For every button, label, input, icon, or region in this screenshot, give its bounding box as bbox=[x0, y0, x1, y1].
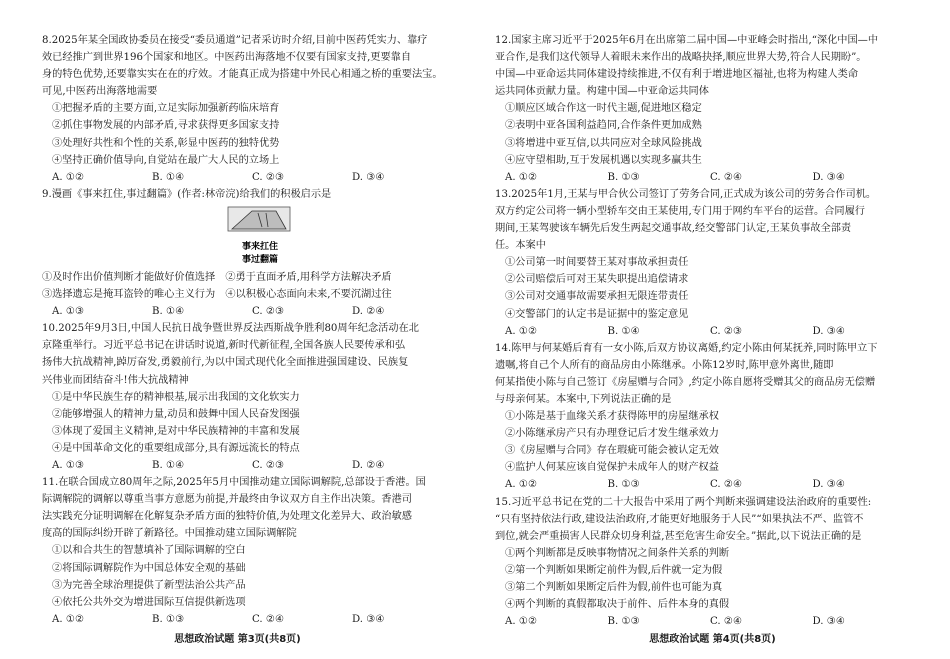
question-stem-line: 与母亲何某。本案中,下列说法正确的是 bbox=[495, 393, 672, 405]
choice-b: B. ①③ bbox=[607, 616, 640, 628]
question-stem-line: 运共同体贡献力量。构建中国—中亚命运共同体 bbox=[495, 86, 709, 98]
question-stem-line: 兴伟业而团结奋斗!伟大抗战精神 bbox=[42, 374, 189, 386]
question-stem-line: 12.国家主席习近平于2025年6月在出席第二届中国—中亚峰会时指出,“深化中国—中 bbox=[495, 35, 879, 46]
statement: ①顺应区域合作这一时代主题,促进地区稳定 bbox=[505, 103, 702, 115]
statement: ①两个判断都是反映事物情况之间条件关系的判断 bbox=[505, 547, 730, 559]
statement: ④应守望相助,互于发展机遇以实现多赢共生 bbox=[505, 154, 702, 166]
statement: ②小陈继承房产只有办理登记后才发生继承效力 bbox=[505, 428, 719, 440]
question-11 bbox=[42, 474, 452, 628]
statement: ①小陈是基于血缘关系才获得陈甲的房屋继承权 bbox=[505, 411, 719, 423]
choice-d: D. ②④ bbox=[352, 306, 385, 318]
statement: ④依托公共外交为增进国际互信提供新选项 bbox=[52, 596, 246, 608]
choice-c: C. ②④ bbox=[710, 616, 743, 628]
answer-choices bbox=[42, 303, 452, 320]
question-stem-line: 京隆重举行。习近平总书记在讲话时说道,新时代新征程,全国各族人民要传承和弘 bbox=[42, 340, 406, 352]
choice-b: B. ①④ bbox=[152, 459, 185, 471]
choice-d: D. ③④ bbox=[352, 613, 385, 625]
question-stem-line: 际调解院的调解以尊重当事方意愿为前提,并最终由争议双方自主作出决策。香港司 bbox=[42, 494, 412, 506]
choice-d: D. ③④ bbox=[352, 171, 385, 183]
question-stem-line: 亚合作,是我们这代领导人着眼未来作出的战略抉择,顺应世界大势,符合人民期盼”。 bbox=[495, 52, 867, 64]
page-footer: 思想政治试题 第3页(共8页) bbox=[174, 634, 301, 645]
choice-b: B. ①③ bbox=[152, 613, 185, 625]
page-footer: 思想政治试题 第4页(共8页) bbox=[649, 634, 776, 645]
choice-c: C. ②③ bbox=[252, 459, 285, 471]
statement: ③体现了爱国主义精神,是对中华民族精神的丰富和发展 bbox=[52, 425, 300, 437]
choice-d: D. ③④ bbox=[812, 479, 846, 491]
statement: ③选择遗忘是掩耳盗铃的唯心主义行为 ④以积极心态面向未来,不要沉湖过往 bbox=[42, 289, 392, 301]
question-stem-line: 8.2025年某全国政协委员在接受“委员通道”记者采访时介绍,目前中医药凭实力、靠疗 bbox=[42, 35, 428, 46]
statement: ①及时作出价值判断才能做好价值选择 ②勇于直面矛盾,用科学方法解决矛盾 bbox=[42, 271, 392, 283]
choice-c: C. ②③ bbox=[252, 171, 285, 183]
exam-page-4 bbox=[475, 0, 950, 659]
statement: ④是中国革命文化的重要组成部分,具有源远流长的特点 bbox=[52, 442, 300, 454]
choice-d: D. ③④ bbox=[812, 325, 846, 337]
choice-a: A. ①② bbox=[52, 613, 85, 625]
statement: ④两个判断的真假都取决于前件、后件本身的真假 bbox=[505, 599, 730, 611]
statement: ③将增进中亚互信,以共同应对全球风险挑战 bbox=[505, 137, 702, 149]
choice-c: C. ②④ bbox=[252, 613, 285, 625]
page-3-column bbox=[42, 32, 452, 628]
question-stem-line: 13.2025年1月,王某与甲合伙公司签订了劳务合同,正式成为该公司的劳务合作司机。 bbox=[495, 188, 877, 200]
question-stem-line: 可见,中医药出海落地需要 bbox=[42, 86, 158, 98]
question-stem-line: 双方约定公司将一辆小型轿车交由王某使用,专门用于网约车平台的运营。合同履行 bbox=[495, 205, 865, 217]
question-stem-line: 11.在联合国成立80周年之际,2025年5月中国推动建立国际调解院,总部设于香港。国 bbox=[42, 477, 426, 489]
choice-a: A. ①② bbox=[505, 479, 538, 491]
choice-d: D. ②④ bbox=[352, 459, 385, 471]
statement: ④坚持正确价值导向,自觉站在最广大人民的立场上 bbox=[52, 154, 280, 166]
question-15 bbox=[495, 494, 915, 631]
question-stem-line: 度高的国际纠纷开辟了新路径。中国推动建立国际调解院 bbox=[42, 528, 297, 540]
question-stem-line: 10.2025年9月3日,中国人民抗日战争暨世界反法西斯战争胜利80周年纪念活动在北 bbox=[42, 323, 419, 335]
answer-choices bbox=[42, 169, 452, 186]
choice-a: A. ①③ bbox=[52, 306, 85, 318]
question-12 bbox=[495, 32, 915, 186]
choice-a: A. ①③ bbox=[52, 459, 85, 471]
choice-a: A. ①② bbox=[505, 325, 538, 337]
question-stem-line: 任。本案中 bbox=[495, 240, 546, 252]
question-stem-line: 扬伟大抗战精神,踔厉奋发,勇毅前行,为以中国式现代化全面推进强国建设、民族复 bbox=[42, 357, 409, 369]
choice-b: B. ①④ bbox=[607, 325, 640, 337]
question-stem-line: “只有坚持依法行政,建设法治政府,才能更好地服务于人民”“如果执法不严、监管不 bbox=[495, 513, 864, 525]
statement: ①是中华民族生存的精神根基,展示出我国的文化软实力 bbox=[52, 391, 300, 403]
statement: ②公司赔偿后可对王某失职提出追偿请求 bbox=[505, 274, 689, 286]
question-stem-line: 到位,就会严重损害人民群众切身利益,甚至危害生命安全。”据此,以下说法正确的是 bbox=[495, 530, 862, 542]
statement: ③公司对交通事故需要承担无限连带责任 bbox=[505, 291, 689, 303]
choice-c: C. ②④ bbox=[710, 479, 743, 491]
cartoon-image bbox=[222, 205, 300, 267]
statement: ②第一个判断如果断定前件为假,后件就一定为假 bbox=[505, 564, 723, 576]
statement: ②能够增强人的精神力量,动员和鼓舞中国人民奋发图强 bbox=[52, 408, 300, 420]
choice-b: B. ①③ bbox=[607, 479, 640, 491]
choice-a: A. ①② bbox=[505, 616, 538, 628]
question-8 bbox=[42, 32, 452, 186]
statement: ③处理好共性和个性的关系,彰显中医药的独特优势 bbox=[52, 137, 280, 149]
question-13 bbox=[495, 186, 915, 340]
statement: ④监护人何某应该自觉保护未成年人的财产权益 bbox=[505, 462, 719, 474]
answer-choices bbox=[495, 323, 915, 340]
question-9 bbox=[42, 186, 452, 320]
choice-b: B. ①④ bbox=[152, 306, 185, 318]
choice-c: C. ②③ bbox=[252, 306, 285, 318]
page-4-column bbox=[495, 32, 915, 630]
question-stem-line: 法实践充分证明调解在化解复杂矛盾方面的独特价值,为处理文化差异大、政治敏感 bbox=[42, 511, 412, 523]
statement: ①公司第一时间要替王某对事故承担责任 bbox=[505, 257, 689, 269]
answer-choices bbox=[495, 169, 915, 186]
answer-choices bbox=[495, 476, 915, 493]
question-10 bbox=[42, 320, 452, 474]
question-stem-line: 中国—中亚命运共同体建设持续推进,不仅有利于增进地区福祉,也将为构建人类命 bbox=[495, 69, 859, 81]
statement: ①以和合共生的智慧填补了国际调解的空白 bbox=[52, 545, 246, 557]
choice-c: C. ②④ bbox=[710, 171, 743, 183]
choice-a: A. ①② bbox=[52, 171, 85, 183]
choice-b: B. ①③ bbox=[607, 171, 640, 183]
statement: ④交警部门的认定书是证据中的鉴定意见 bbox=[505, 308, 689, 320]
question-stem-line: 身的特色优势,还要靠实实在在的疗效。才能真正成为搭建中外民心相通之桥的重要法宝。 bbox=[42, 69, 443, 81]
statement: ②表明中亚各国利益趋同,合作条件更加成熟 bbox=[505, 120, 702, 132]
cartoon-caption-2: 事过翻篇 bbox=[241, 254, 279, 265]
cartoon-caption-1: 事来扛住 bbox=[241, 241, 279, 252]
question-stem-line: 14.陈甲与何某婚后育有一女小陈,后双方协议离婚,约定小陈由何某抚养,同时陈甲立下 bbox=[495, 342, 878, 354]
statement: ②将国际调解院作为中国总体安全观的基础 bbox=[52, 562, 246, 574]
choice-c: C. ②③ bbox=[710, 325, 743, 337]
choice-d: D. ③④ bbox=[812, 171, 846, 183]
statement: ③第二个判断如果断定后件为假,前件也可能为真 bbox=[505, 582, 723, 593]
question-stem-line: 9.漫画《事来扛住,事过翻篇》(作者:林帝浣)给我们的积极启示是 bbox=[42, 188, 332, 200]
answer-choices bbox=[42, 457, 452, 474]
statement: ③《房屋赠与合同》存在瑕疵可能会被认定无效 bbox=[505, 445, 719, 457]
choice-d: D. ③④ bbox=[812, 616, 846, 628]
statement: ②抓住事物发展的内部矛盾,寻求获得更多国家支持 bbox=[52, 120, 280, 132]
statement: ③为完善全球治理提供了新型法治公共产品 bbox=[52, 579, 246, 591]
choice-a: A. ①② bbox=[505, 171, 538, 183]
answer-choices bbox=[42, 611, 452, 628]
question-14 bbox=[495, 340, 915, 494]
answer-choices bbox=[495, 613, 915, 630]
question-stem-line: 何某指使小陈与自己签订《房屋赠与合同》,约定小陈自愿将受赠其父的商品房无偿赠 bbox=[495, 376, 876, 388]
question-stem-line: 15.习近平总书记在党的二十大报告中采用了两个判断来强调建设法治政府的重要性: bbox=[495, 496, 872, 508]
choice-b: B. ①④ bbox=[152, 171, 185, 183]
question-stem-line: 期间,王某驾驶该车辆先后发生两起交通事故,经交警部门认定,王某负事故全部责 bbox=[495, 223, 852, 235]
question-stem-line: 遗嘱,将自己个人所有的商品房由小陈继承。小陈12岁时,陈甲意外离世,随即 bbox=[495, 359, 834, 371]
question-stem-line: 效已经推广到世界196个国家和地区。中医药出海落地不仅要有国家支持,更要靠自 bbox=[42, 52, 412, 64]
statement: ①把握矛盾的主要方面,立足实际加强新药临床培育 bbox=[52, 103, 280, 115]
